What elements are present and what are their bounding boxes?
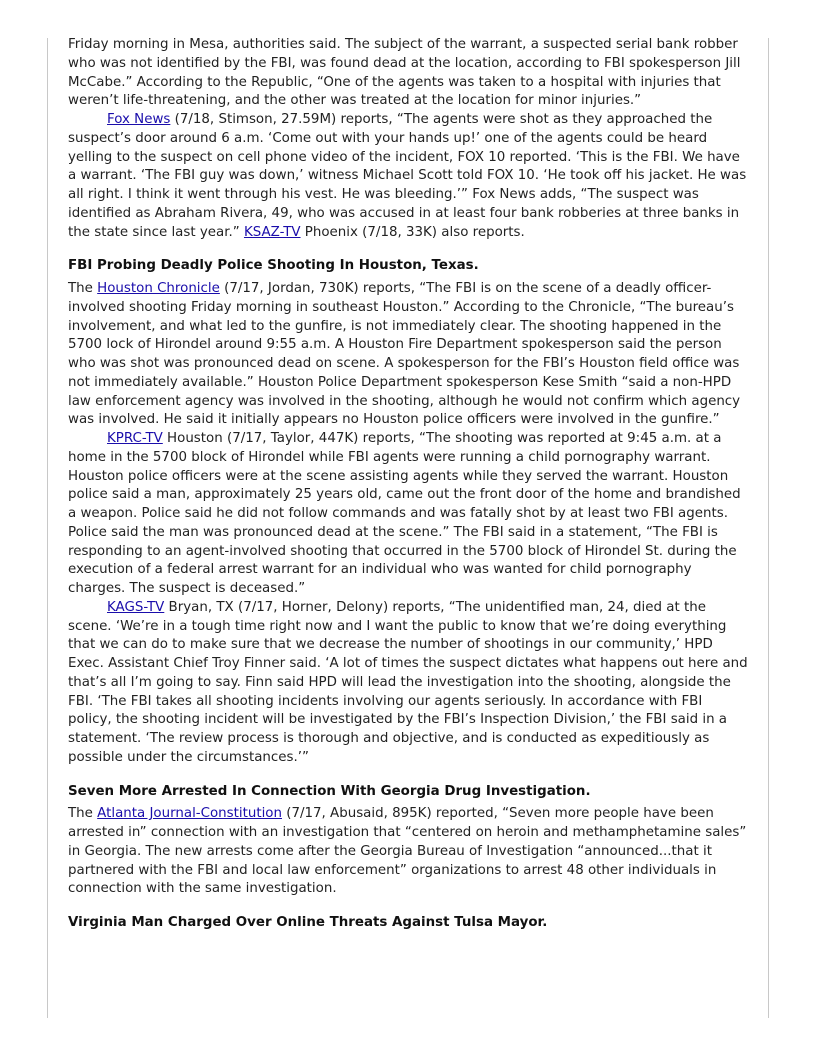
article-section: [68, 36, 750, 242]
paragraph-text: The: [68, 806, 98, 822]
article-section: [68, 914, 750, 933]
article-headline: FBI Probing Deadly Police Shooting In Houston, Texas.: [68, 258, 479, 274]
source-link[interactable]: Atlanta Journal-Constitution: [97, 806, 282, 822]
paragraph-text: (7/17, Abusaid, 895K) reported, “Seven more people have been arrested in” connection with an investigation that “centered on heroin and methamphetamine sales” in Georgia. The new arrests come after the Georgia Bureau of Investigation “announced...that it partnered with the FBI and local law enforcement” organizations to arrest 48 other individuals in connection with the same investigation.: [68, 806, 747, 897]
article-section: [68, 783, 750, 900]
paragraph-text: Friday morning in Mesa, authorities said. The subject of the warrant, a suspected serial bank robber who was not identified by the FBI, was found dead at the location, according to FBI spokesperson Jill McCabe.” According to the Republic, “One of the agents was taken to a hospital with injuries that weren’t life-threatening, and the other was treated at the location for minor injuries.”: [68, 37, 741, 109]
source-link[interactable]: KAGS-TV: [107, 599, 165, 615]
paragraph-text: (7/18, Stimson, 27.59M) reports, “The agents were shot as they approached the suspect’s door around 6 a.m. ‘Come out with your hands up!’ one of the agents could be heard yelling to the suspect on cell phone video of the incident, FOX 10 reported. ‘This is the FBI. We have a warrant. ‘The FBI guy was down,’ witness Michael Scott told FOX 10. ‘He took off his jacket. He was all right. I think it went through his vest. He was bleeding.’” Fox News adds, “The suspect was identified as Abraham Rivera, 49, who was accused in at least four bank robberies at three banks in the state since last year.”: [68, 112, 747, 240]
article-paragraph: [68, 111, 750, 242]
paragraph-text: The: [68, 281, 98, 296]
right-margin-rule: [768, 38, 769, 1018]
source-link[interactable]: Houston Chronicle: [97, 281, 220, 296]
source-link[interactable]: Fox News: [107, 112, 171, 127]
paragraph-text: Phoenix (7/18, 33K) also reports.: [300, 224, 525, 240]
news-briefing-document: [68, 36, 750, 937]
article-paragraph: [68, 280, 750, 430]
article-paragraph: [68, 430, 750, 599]
article-paragraph: [68, 805, 750, 899]
paragraph-text: (7/17, Jordan, 730K) reports, “The FBI is on the scene of a deadly officer-involved shooting Friday morning in southeast Houston.” According to the Chronicle, “The bureau’s involvement, and what led to the gunfire, is not immediately clear. The shooting happened in the 5700 lock of Hirondel around 9:55 a.m. A Houston Fire Department spokesperson said the person who was shot was pronounced dead on scene. A spokesperson for the FBI’s Houston field office was not immediately available.” Houston Police Department spokesperson Kese Smith “said a non-HPD law enforcement agency was involved in the shooting, although he would not confirm which agency was involved. He said it initially appears no Houston police officers were involved in the gunfire.”: [68, 281, 741, 428]
paragraph-text: Bryan, TX (7/17, Horner, Delony) reports, “The unidentified man, 24, died at the scene. ‘We’re in a tough time right now and I want the public to know that we’re doing everything that we can do to make sure that we decrease the number of shootings in our community,’ HPD Exec. Assistant Chief Troy Finner said. ‘A lot of times the suspect dictates what happens out here and that’s all I’m going to say. Finn said HPD will lead the investigation into the shooting, alongside the FBI. ‘The FBI takes all shooting incidents involving our agents seriously. In accordance with FBI policy, the shooting incident will be investigated by the FBI’s Inspection Division,’ the FBI said in a statement. ‘The review process is thorough and objective, and is conducted as expeditiously as possible under the circumstances.’”: [68, 599, 748, 765]
article-headline: Virginia Man Charged Over Online Threats Against Tulsa Mayor.: [68, 915, 548, 930]
source-link[interactable]: KPRC-TV: [107, 431, 163, 446]
left-margin-rule: [47, 38, 48, 1018]
article-paragraph: [68, 36, 750, 111]
article-section: [68, 257, 750, 767]
source-link[interactable]: KSAZ-TV: [243, 224, 301, 240]
paragraph-text: Houston (7/17, Taylor, 447K) reports, “The shooting was reported at 9:45 a.m. at a home in the 5700 block of Hirondel while FBI agents were running a child pornography warrant. Houston police officers were at the scene assisting agents while they served the warrant. Houston police said a man, approximately 25 years old, came out the front door of the home and brandished a weapon. Police said he did not follow commands and was fatally shot by at least two FBI agents. Police said the man was pronounced dead at the scene.” The FBI said in a statement, “The FBI is responding to an agent-involved shooting that occurred in the 5700 block of Hirondel St. during the execution of a federal arrest warrant for an individual who was wanted for child pornography charges. The suspect is deceased.”: [68, 431, 741, 596]
article-paragraph: [68, 599, 750, 768]
article-headline: Seven More Arrested In Connection With Georgia Drug Investigation.: [68, 783, 591, 799]
